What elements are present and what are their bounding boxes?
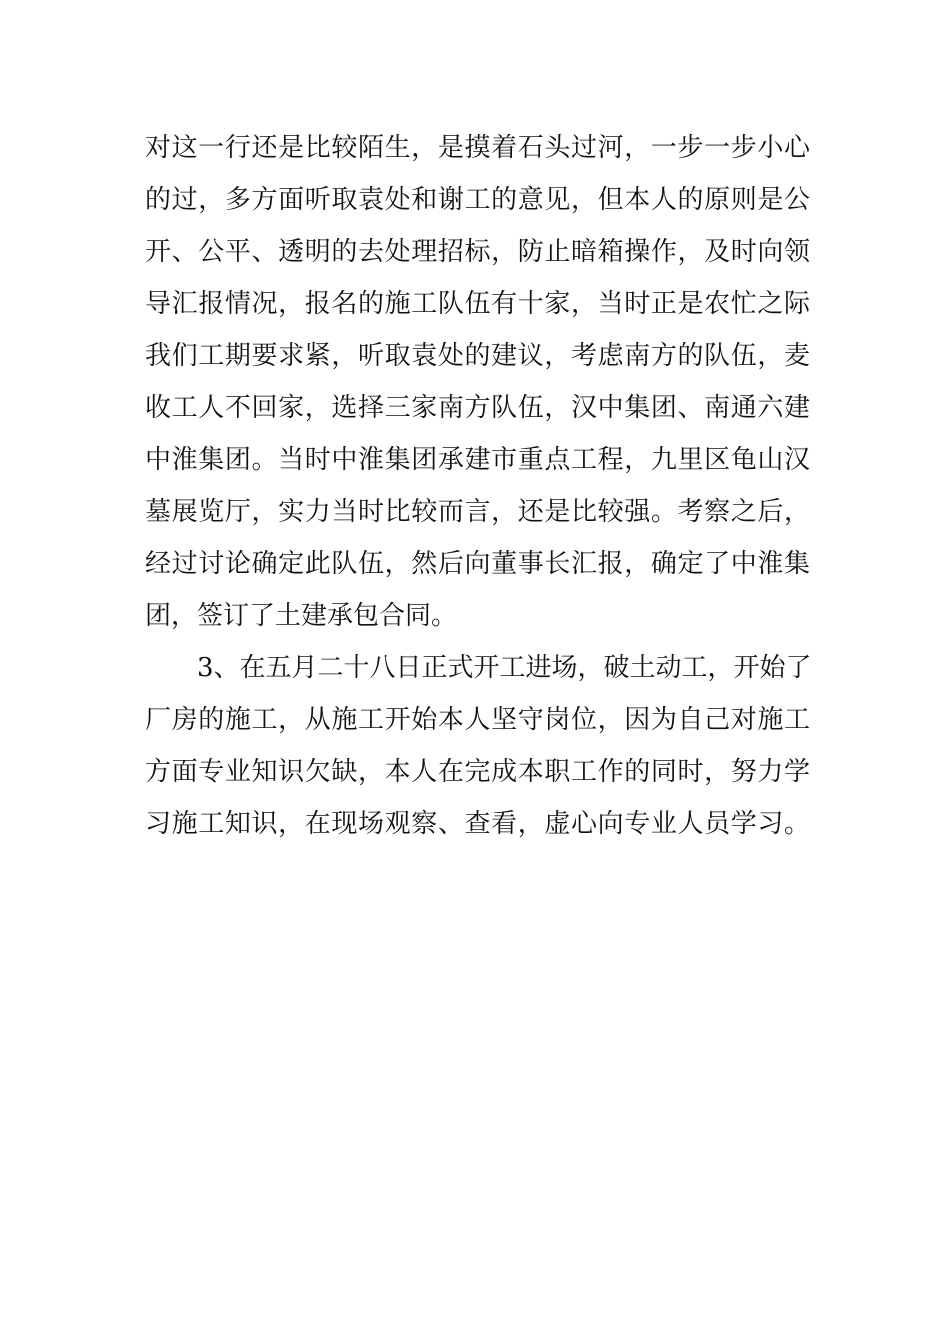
body-text <box>145 122 810 850</box>
text-line: 收工人不回家，选择三家南方队伍，汉中集团、南通六建 <box>145 393 810 423</box>
text-line: 墓展览厅，实力当时比较而言，还是比较强。考察之后， <box>145 497 810 527</box>
text-line: 团，签订了土建承包合同。 <box>145 601 458 631</box>
paragraph-start-line: 3、在五月二十八日正式开工进场，破土动工，开始了 <box>197 653 812 683</box>
text-line: 中淮集团。当时中淮集团承建市重点工程，九里区龟山汉 <box>145 445 810 475</box>
text-line: 开、公平、透明的去处理招标，防止暗箱操作，及时向领 <box>145 237 810 267</box>
text-line: 厂房的施工，从施工开始本人坚守岗位，因为自己对施工 <box>145 705 810 735</box>
text-line: 方面专业知识欠缺，本人在完成本职工作的同时，努力学 <box>145 757 810 787</box>
text-line: 我们工期要求紧，听取袁处的建议，考虑南方的队伍，麦 <box>145 341 810 371</box>
text-line: 对这一行还是比较陌生，是摸着石头过河，一步一步小心 <box>145 133 810 163</box>
text-line: 习施工知识，在现场观察、查看，虚心向专业人员学习。 <box>145 809 810 839</box>
text-line: 的过，多方面听取袁处和谢工的意见，但本人的原则是公 <box>145 185 810 215</box>
text-line: 导汇报情况，报名的施工队伍有十家，当时正是农忙之际 <box>145 289 810 319</box>
text-line: 经过讨论确定此队伍，然后向董事长汇报，确定了中淮集 <box>145 549 810 579</box>
